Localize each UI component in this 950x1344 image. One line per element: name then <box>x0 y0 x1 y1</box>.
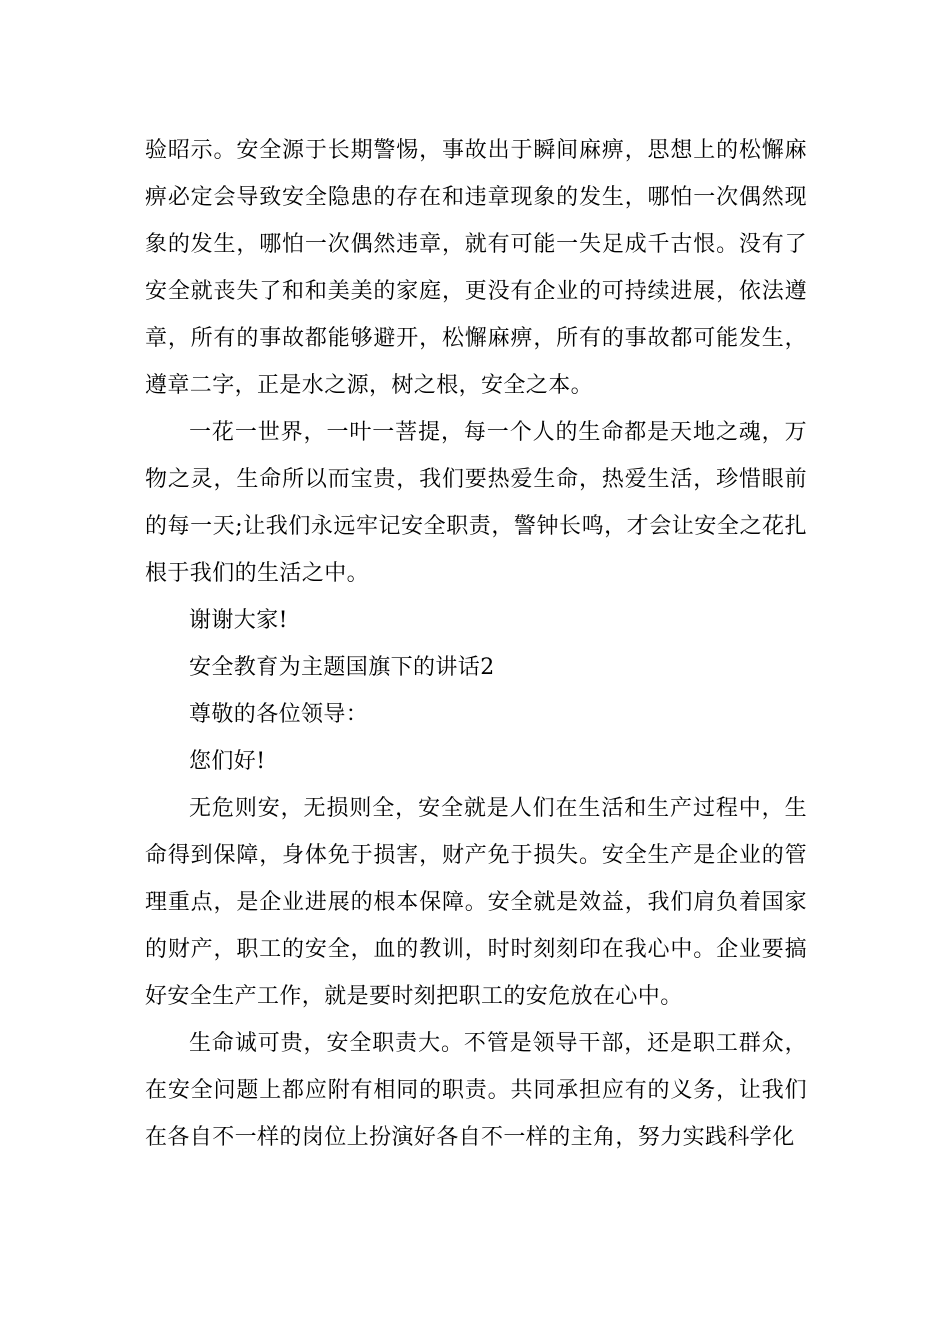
paragraph-thanks: 谢谢大家! <box>189 608 288 633</box>
greeting: 您们好! <box>189 749 266 774</box>
paragraph-continuation: 验昭示。安全源于长期警惕，事故出于瞬间麻痹，思想上的松懈麻痹必定会导致安全隐患的存在和违章现象的发生，哪怕一次偶然现象的发生，哪怕一次偶然违章，就有可能一失足成千古恨。没有了安全就丧失了和和美美的家庭，更没有企业的可持续进展，依法遵章，所有的事故都能够避开，松懈麻痹，所有的事故都可能发生，遵章二字，正是水之源，树之根，安全之本。 <box>145 138 807 398</box>
paragraph-closing-remarks: 一花一世界，一叶一菩提，每一个人的生命都是天地之魂，万物之灵，生命所以而宝贵，我们要热爱生命，热爱生活，珍惜眼前的每一天;让我们永远牢记安全职责，警钟长鸣，才会让安全之花扎根于我们的生活之中。 <box>145 420 807 586</box>
document-body <box>145 127 807 1161</box>
salutation: 尊敬的各位领导： <box>189 702 369 727</box>
section-title: 安全教育为主题国旗下的讲话2 <box>189 655 495 680</box>
paragraph-shared-responsibility: 生命诚可贵，安全职责大。不管是领导干部，还是职工群众，在安全问题上都应附有相同的职责。共同承担应有的义务，让我们在各自不一样的岗位上扮演好各自不一样的主角，努力实践科学化 <box>145 1031 807 1150</box>
paragraph-safety-definition: 无危则安，无损则全，安全就是人们在生活和生产过程中，生命得到保障，身体免于损害，财产免于损失。安全生产是企业的管理重点，是企业进展的根本保障。安全就是效益，我们肩负着国家的财产，职工的安全，血的教训，时时刻刻印在我心中。企业要搞好安全生产工作，就是要时刻把职工的安危放在心中。 <box>145 796 807 1009</box>
